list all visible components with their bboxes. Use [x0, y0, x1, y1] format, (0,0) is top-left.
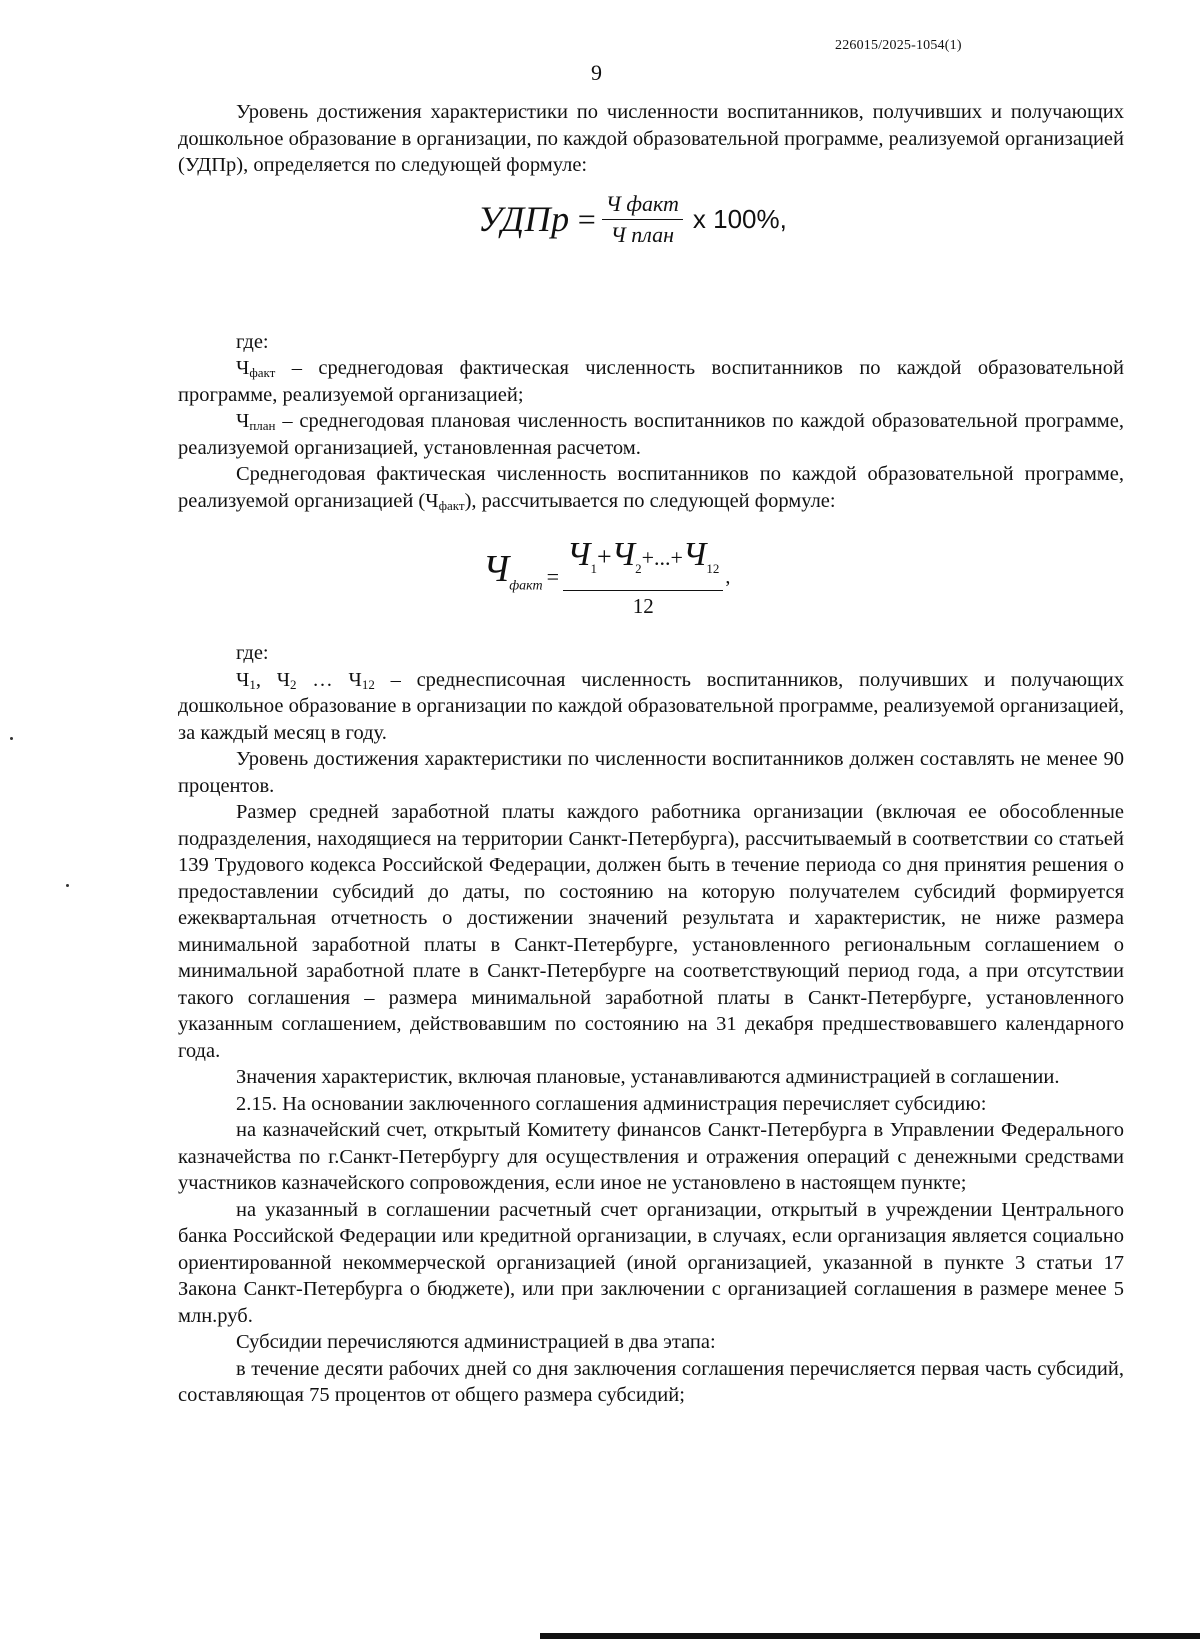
- paragraph-ch-fakt-intro: Среднегодовая фактическая численность воспитанников по каждой образовательной программе, реализуемой организацией $(Ч_{факт})$, рассчитывается по следующей формуле:: [178, 463, 1124, 513]
- paragraph-achievement-level: Уровень достижения характеристики по численности воспитанников должен составлять не менее 90 процентов.: [178, 748, 1124, 797]
- scan-bottom-edge: [540, 1633, 1200, 1639]
- formula-udpr-numerator: Ч факт: [605, 190, 679, 216]
- where-label-1: где:: [236, 330, 269, 353]
- paragraph-characteristics-values: Значения характеристик, включая плановые, устанавливаются администрацией в соглашении.: [236, 1066, 1060, 1088]
- formula-udpr-block: [178, 179, 1124, 329]
- formula-ch-fakt-comma: ,: [725, 566, 731, 589]
- paragraph-two-stages: Субсидии перечисляются администрацией в два этапа:: [236, 1331, 716, 1353]
- formula-udpr-lhs: УДПр: [478, 199, 570, 239]
- formula-ch-fakt-block: [178, 514, 1124, 640]
- document-body: [178, 99, 1124, 1409]
- paragraph-2-15: 2.15. На основании заключенного соглашения администрация перечисляет субсидию:: [236, 1092, 987, 1115]
- fraction-bar: [563, 590, 723, 592]
- definition-ch-fakt: $Ч_{факт}$ – среднегодовая фактическая численность воспитанников по каждой образовательной программе, реализуемой организацией;: [178, 357, 1124, 406]
- scan-speck: [10, 737, 13, 740]
- formula-ch-fakt-equals: =: [546, 564, 560, 590]
- formula-udpr-multiplier: х 100%,: [692, 204, 787, 234]
- fraction-bar: [602, 219, 683, 221]
- paragraph-first-stage: в течение десяти рабочих дней со дня заключения соглашения перечисляется первая часть субсидий, составляющая 75 процентов от общего размера субсидий;: [178, 1357, 1124, 1406]
- definition-ch-plan: $Ч_{план}$ – среднегодовая плановая численность воспитанников по каждой образовательной программе, реализуемой организацией, установленная расчетом.: [178, 410, 1124, 459]
- paragraph-settlement-account: на указанный в соглашении расчетный счет организации, открытый в учреждении Центрального банка Российской Федерации или кредитной организации, в случаях, если организация является социально ориентированной некоммерческой организацией (иной организацией, указанной в пункте 3 статьи 17 Закона Санкт-Петербурга о бюджете), или при заключении с организацией соглашения в размере менее 5 млн.руб.: [178, 1198, 1124, 1327]
- scan-speck: [66, 884, 69, 887]
- formula-udpr-denominator: Ч план: [610, 222, 675, 247]
- formula-udpr: [478, 191, 787, 249]
- formula-ch-fakt-lhs: $Ч_{факт}$: [483, 547, 543, 594]
- formula-udpr-equals: =: [577, 201, 596, 237]
- document-id: 226015/2025-1054(1): [835, 38, 962, 53]
- where-label-2: где:: [236, 642, 269, 664]
- page-number: 9: [591, 60, 602, 85]
- formula-ch-fakt-denominator: 12: [632, 594, 654, 619]
- formula-ch-fakt: [483, 536, 730, 619]
- paragraph-treasury-account: на казначейский счет, открытый Комитету финансов Санкт-Петербурга в Управлении Федерального казначейства по г.Санкт-Петербургу для осуществления и отражения операций с денежными средствами участников казначейского сопровождения, если иное не установлено в настоящем пункте;: [178, 1119, 1124, 1194]
- definition-ch-monthly: $Ч_1$, $Ч_2$ … $Ч_{12}$ – среднесписочная численность воспитанников, получивших и получающих дошкольное образование в организации по каждой образовательной программе, реализуемой организацией, за каждый месяц в году.: [178, 668, 1125, 744]
- formula-ch-fakt-numerator: $Ч_1+Ч_2+...+Ч_{12}$: [567, 536, 720, 576]
- formula-ch-fakt-fraction: [563, 536, 723, 619]
- paragraph-average-salary: Размер средней заработной платы каждого работника организации (включая ее обособленные подразделения, находящиеся на территории Санкт-Петербурга), рассчитываемый в соответствии со статьей 139 Трудового кодекса Российской Федерации, должен быть в течение периода со дня принятия решения о предоставлении субсидий до даты, по состоянию на которую получателем субсидий формируется ежеквартальная отчетность о достижении значений результата и характеристик, не ниже размера минимальной заработной платы в Санкт-Петербурге, установленного региональным соглашением о минимальной заработной плате в Санкт-Петербурге на соответствующий период года, а при отсутствии такого соглашения – размера минимальной заработной платы в Санкт-Петербурге, установленного указанным соглашением, действовавшим по состоянию на 31 декабря предшествовавшего календарного года.: [178, 801, 1124, 1062]
- formula-udpr-fraction: [602, 191, 683, 249]
- paragraph-udpr-intro: Уровень достижения характеристики по численности воспитанников, получивших и получающих дошкольное образование в организации, по каждой образовательной программе, реализуемой организацией (УДПр), определяется по следующей формуле:: [178, 101, 1124, 176]
